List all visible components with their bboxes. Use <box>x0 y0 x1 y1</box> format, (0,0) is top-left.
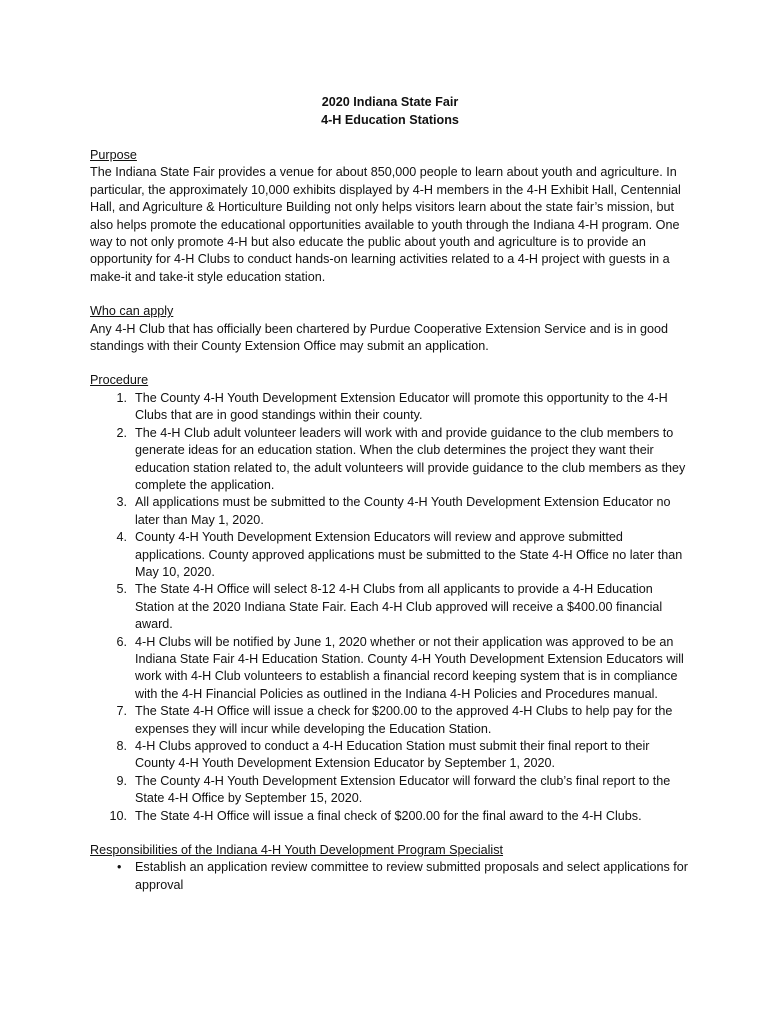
responsibilities-section <box>90 842 690 894</box>
step-text: The County 4-H Youth Development Extension Educator will promote this opportunity to the 4-H Clubs that are in good standings within their county. <box>135 390 668 423</box>
step-number: 5. <box>116 582 127 597</box>
purpose-text: The Indiana State Fair provides a venue for about 850,000 people to learn about youth and agriculture. In particular, the approximately 10,000 exhibits displayed by 4-H members in the 4-H Exhibit Hall, Centennial Hall, and Agriculture & Horticulture Building not only helps visitors learn about the state fair’s mission, but also helps promote the educational opportunities available to youth through the Indiana 4-H program. One way to not only promote 4-H but also educate the public about youth and agriculture is to provide an opportunity for 4-H Clubs to conduct hands-on learning activities related to a 4-H project with guests in a make-it and take-it style education station. <box>90 165 681 284</box>
step-number: 7. <box>116 704 127 719</box>
responsibilities-list <box>90 859 690 894</box>
procedure-heading: Procedure <box>90 373 149 388</box>
step-number: 2. <box>116 425 127 440</box>
procedure-step <box>90 425 690 495</box>
step-text: The County 4-H Youth Development Extension Educator will forward the club’s final report to the State 4-H Office by September 15, 2020. <box>135 773 671 806</box>
procedure-step <box>90 738 690 773</box>
procedure-step <box>90 634 690 704</box>
procedure-step <box>90 808 690 825</box>
responsibilities-heading: Responsibilities of the Indiana 4-H Youth Development Program Specialist <box>90 843 504 858</box>
purpose-heading: Purpose <box>90 148 137 162</box>
procedure-step <box>90 773 690 808</box>
step-text: The State 4-H Office will issue a check for $200.00 to the approved 4-H Clubs to help pay for the expenses they will incur while developing the Education Station. <box>135 704 673 736</box>
procedure-step <box>90 581 690 633</box>
procedure-steps-list <box>90 390 690 825</box>
bullet-icon: • <box>117 860 122 875</box>
procedure-step <box>90 703 690 738</box>
step-number: 1. <box>116 390 127 405</box>
step-text: All applications must be submitted to the County 4-H Youth Development Extension Educator no later than May 1, 2020. <box>135 495 671 527</box>
step-number: 4. <box>116 530 127 545</box>
who-can-apply-section <box>90 303 690 355</box>
title-line-1: 2020 Indiana State Fair <box>321 95 459 109</box>
procedure-section <box>90 372 690 825</box>
step-number: 10. <box>109 808 127 823</box>
responsibility-text: Establish an application review committee to review submitted proposals and select applications for approval <box>135 860 689 892</box>
step-number: 9. <box>116 773 127 788</box>
who-can-apply-text: Any 4-H Club that has officially been chartered by Purdue Cooperative Extension Service and is in good standings with their County Extension Office may submit an application. <box>90 321 669 354</box>
procedure-step <box>90 494 690 529</box>
step-text: The State 4-H Office will issue a final check of $200.00 for the final award to the 4-H Clubs. <box>135 808 642 823</box>
purpose-section <box>90 147 690 286</box>
step-text: The State 4-H Office will select 8-12 4-H Clubs from all applicants to provide a 4-H Education Station at the 2020 Indiana State Fair. Each 4-H Club approved will receive a $400.00 financial award. <box>135 582 663 632</box>
title-line-2: 4-H Education Stations <box>321 113 459 127</box>
step-text: County 4-H Youth Development Extension Educators will review and approve submitted applications. County approved applications must be submitted to the State 4-H Office no later than May 10, 2020. <box>135 530 683 579</box>
who-can-apply-heading: Who can apply <box>90 304 174 319</box>
step-text: The 4-H Club adult volunteer leaders will work with and provide guidance to the club members to generate ideas for an education station. When the club determines the project they want their education station related to, the adult volunteers will provide guidance to the club members as they complete the application. <box>135 425 686 492</box>
document-title <box>90 93 690 129</box>
procedure-step <box>90 390 690 425</box>
step-number: 3. <box>116 495 127 510</box>
step-text: 4-H Clubs approved to conduct a 4-H Education Station must submit their final report to their County 4-H Youth Development Extension Educator by September 1, 2020. <box>135 739 650 771</box>
procedure-step <box>90 529 690 581</box>
step-text: 4-H Clubs will be notified by June 1, 2020 whether or not their application was approved to be an Indiana State Fair 4-H Education Station. County 4-H Youth Development Extension Educators will work with 4-H Club volunteers to establish a financial record keeping system that is in compliance with the 4-H Financial Policies as outlined in the Indiana 4-H Policies and Procedures manual. <box>135 634 684 701</box>
step-number: 6. <box>116 634 127 649</box>
document-page <box>90 93 690 911</box>
step-number: 8. <box>116 739 127 753</box>
responsibility-item <box>90 859 690 894</box>
